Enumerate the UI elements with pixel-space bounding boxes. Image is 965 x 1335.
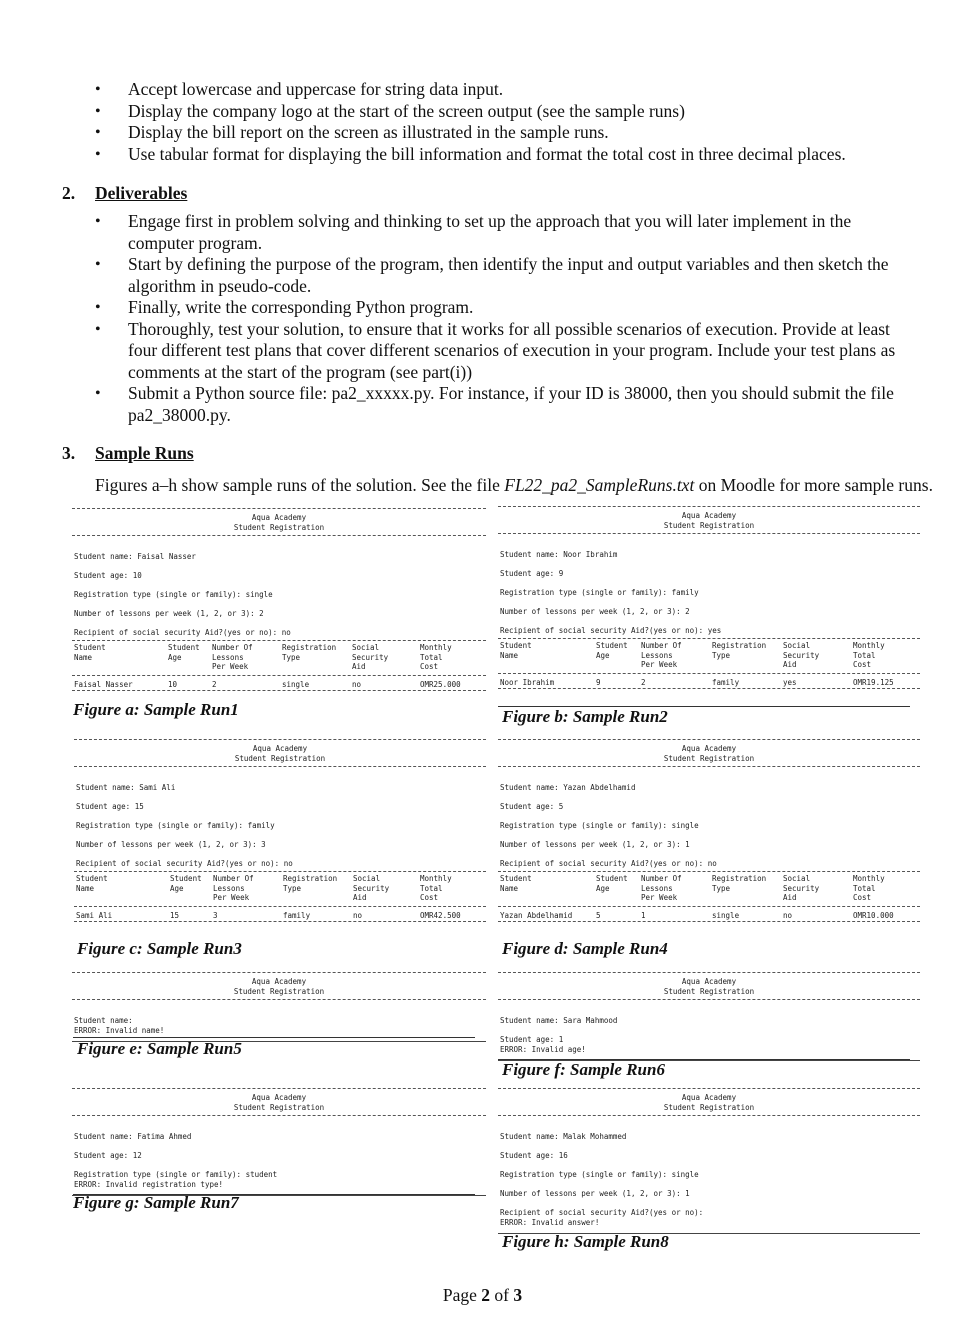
logo-banner: [498, 977, 920, 996]
page-total: 3: [513, 1285, 523, 1305]
logo-title: Aqua Academy: [252, 744, 308, 753]
console-line: Number of lessons per week (1, 2, or 3): 2: [74, 609, 264, 618]
console-line: Recipient of social security Aid?(yes or no): no: [74, 628, 291, 637]
divider: [72, 972, 486, 973]
header-label: Student: [596, 874, 628, 883]
table-cell-type: family: [283, 911, 311, 920]
header-label: Per Week: [213, 893, 250, 902]
table-header-lessons: [213, 874, 254, 903]
table-header-type: [712, 874, 766, 893]
header-label: Lessons: [641, 883, 673, 893]
sample-runs-heading: [62, 443, 194, 464]
logo-subtitle: Student Registration: [233, 986, 325, 996]
table-cell-total: OMR42.500: [420, 911, 461, 920]
figure-f-caption: Figure f: Sample Run6: [502, 1060, 665, 1079]
divider: [498, 766, 920, 767]
divider: [72, 1115, 486, 1116]
deliverables-list: [95, 211, 915, 426]
console-line: Recipient of social security Aid?(yes or no):: [500, 1208, 704, 1217]
logo-banner: [72, 513, 486, 532]
console-line: Registration type (single or family): single: [74, 590, 273, 599]
divider: [498, 871, 920, 872]
header-label: Lessons: [213, 883, 245, 893]
console-line: Number of lessons per week (1, 2, or 3): 1: [500, 840, 690, 849]
divider: [72, 690, 486, 691]
list-item: • Display the company logo at the start of the screen output (see the sample runs): [95, 101, 915, 123]
console-line: Registration type (single or family): family: [500, 588, 699, 597]
table-header-total: [420, 643, 452, 672]
divider: [498, 638, 920, 639]
console-line: Student name: Sara Mahmood: [500, 1016, 618, 1025]
header-label: Name: [74, 652, 93, 662]
header-label: Registration: [712, 874, 767, 883]
header-label: Per Week: [641, 660, 678, 669]
header-label: Age: [596, 883, 610, 893]
header-label: Security: [353, 883, 390, 893]
header-label: Registration: [712, 641, 767, 650]
console-line: Student age: 1: [500, 1035, 564, 1044]
header-label: Social: [783, 641, 811, 650]
console-line: Student name: Malak Mohammed: [500, 1132, 627, 1141]
figure-a-console: [72, 508, 486, 696]
figure-e-console: [72, 972, 486, 1034]
figure-c-caption: Figure c: Sample Run3: [77, 939, 242, 958]
table-cell-age: 9: [596, 678, 601, 687]
divider: [72, 1088, 486, 1089]
header-label: Social: [783, 874, 811, 883]
console-line: Student name: Faisal Nasser: [74, 552, 196, 561]
header-label: Security: [352, 652, 389, 662]
figure-e-caption: Figure e: Sample Run5: [77, 1039, 242, 1058]
header-label: Registration: [283, 874, 338, 883]
header-label: Social: [352, 643, 380, 652]
table-cell-aid: no: [783, 911, 793, 920]
header-label: Student: [170, 874, 202, 883]
logo-banner: [72, 1093, 486, 1112]
header-label: Security: [783, 650, 820, 660]
table-header-name: [500, 641, 532, 660]
deliverables-heading: [62, 183, 187, 204]
table-cell-age: 15: [170, 911, 180, 920]
header-label: Name: [76, 883, 95, 893]
logo-banner: [74, 744, 486, 763]
console-line: Student name: Sami Ali: [76, 783, 176, 792]
header-label: Age: [168, 652, 182, 662]
table-cell-lessons: 2: [212, 680, 217, 689]
divider: [72, 675, 486, 676]
requirements-list: [95, 79, 915, 165]
logo-subtitle: Student Registration: [234, 753, 326, 763]
table-header-age: [168, 643, 200, 662]
header-label: Type: [712, 883, 731, 893]
header-label: Aid: [783, 660, 797, 669]
table-cell-lessons: 3: [213, 911, 218, 920]
table-cell-lessons: 1: [641, 911, 646, 920]
table-header-age: [596, 874, 628, 893]
header-label: Number Of: [213, 874, 254, 883]
figure-h-console: [498, 1088, 920, 1232]
header-label: Social: [353, 874, 381, 883]
header-label: Total: [420, 883, 443, 893]
header-label: Monthly: [420, 643, 452, 652]
table-header-aid: [352, 643, 388, 672]
logo-title: Aqua Academy: [251, 513, 307, 522]
console-line: Number of lessons per week (1, 2, or 3): 1: [500, 1189, 690, 1198]
header-label: Age: [596, 650, 610, 660]
table-header-total: [853, 641, 885, 670]
table-cell-name: Yazan Abdelhamid: [500, 911, 573, 920]
logo-title: Aqua Academy: [681, 977, 737, 986]
table-cell-total: OMR10.000: [853, 911, 894, 920]
table-header-lessons: [212, 643, 253, 672]
figure-d-caption: Figure d: Sample Run4: [502, 939, 668, 958]
figure-f-console: [498, 972, 920, 1056]
table-header-aid: [783, 641, 819, 670]
table-header-aid: [783, 874, 819, 903]
intro-text: on Moodle for more sample runs.: [694, 475, 933, 495]
header-label: Number Of: [212, 643, 253, 652]
divider: [498, 506, 920, 507]
table-cell-name: Faisal Nasser: [74, 680, 133, 689]
console-line: Student name: Fatima Ahmed: [74, 1132, 192, 1141]
table-cell-age: 10: [168, 680, 178, 689]
divider: [74, 871, 486, 872]
divider: [74, 766, 486, 767]
table-cell-name: Noor Ibrahim: [500, 678, 555, 687]
table-cell-lessons: 2: [641, 678, 646, 687]
logo-subtitle: Student Registration: [663, 986, 755, 996]
header-label: Total: [420, 652, 443, 662]
page-number: 2: [481, 1285, 491, 1305]
table-cell-type: single: [282, 680, 310, 689]
header-label: Total: [853, 883, 876, 893]
header-label: Student: [76, 874, 108, 883]
table-header-total: [853, 874, 885, 903]
footer-text: Page: [442, 1285, 482, 1305]
table-header-age: [596, 641, 628, 660]
logo-subtitle: Student Registration: [663, 520, 755, 530]
table-header-total: [420, 874, 452, 903]
table-cell-total: OMR25.000: [420, 680, 461, 689]
logo-subtitle: Student Registration: [233, 1102, 325, 1112]
table-header-name: [76, 874, 108, 893]
logo-subtitle: Student Registration: [663, 753, 755, 763]
console-line: Recipient of social security Aid?(yes or no): no: [500, 859, 717, 868]
divider: [74, 739, 486, 740]
logo-title: Aqua Academy: [251, 977, 307, 986]
divider: [72, 535, 486, 536]
sample-runs-intro: [95, 475, 933, 496]
error-message: ERROR: Invalid age!: [500, 1045, 586, 1054]
console-line: Number of lessons per week (1, 2, or 3): 3: [76, 840, 266, 849]
intro-filename: FL22_pa2_SampleRuns.txt: [504, 475, 695, 495]
header-label: Number Of: [641, 874, 682, 883]
console-line: Recipient of social security Aid?(yes or no): no: [76, 859, 293, 868]
logo-subtitle: Student Registration: [663, 1102, 755, 1112]
console-line: Registration type (single or family): single: [500, 1170, 699, 1179]
header-label: Age: [170, 883, 184, 893]
divider: [498, 1088, 920, 1089]
table-header-lessons: [641, 641, 682, 670]
table-cell-aid: yes: [783, 678, 797, 687]
table-cell-name: Sami Ali: [76, 911, 113, 920]
list-item: • Submit a Python source file: pa2_xxxxx.py. For instance, if your ID is 38000, then you should submit the file pa2_38000.py.: [95, 383, 915, 426]
section-number: 2.: [62, 183, 76, 203]
header-label: Student: [596, 641, 628, 650]
table-header-name: [74, 643, 106, 662]
list-item: • Display the bill report on the screen as illustrated in the sample runs.: [95, 122, 915, 144]
header-label: Cost: [853, 893, 872, 902]
header-label: Monthly: [420, 874, 452, 883]
logo-banner: [72, 977, 486, 996]
header-label: Cost: [853, 660, 872, 669]
divider: [498, 688, 920, 689]
divider: [72, 508, 486, 509]
page-footer: [0, 1285, 965, 1306]
logo-title: Aqua Academy: [251, 1093, 307, 1102]
logo-subtitle: Student Registration: [233, 522, 325, 532]
header-label: Student: [500, 641, 532, 650]
divider: [498, 906, 920, 907]
table-header-age: [170, 874, 202, 893]
header-label: Aid: [353, 893, 367, 902]
figure-a-caption: Figure a: Sample Run1: [73, 700, 239, 719]
divider: [498, 921, 920, 922]
figure-g-caption: Figure g: Sample Run7: [73, 1193, 239, 1212]
header-label: Aid: [352, 662, 366, 671]
figure-c-console: [74, 739, 486, 935]
table-header-type: [712, 641, 766, 660]
divider: [72, 999, 486, 1000]
divider: [74, 921, 486, 922]
divider: [498, 533, 920, 534]
header-label: Per Week: [212, 662, 249, 671]
header-label: Lessons: [641, 650, 673, 660]
table-header-type: [283, 874, 337, 893]
list-item: • Use tabular format for displaying the bill information and format the total cost in three decimal places.: [95, 144, 915, 166]
header-label: Type: [282, 652, 301, 662]
header-label: Type: [283, 883, 302, 893]
console-line: Student age: 12: [74, 1151, 142, 1160]
error-message: ERROR: Invalid answer!: [500, 1218, 600, 1227]
table-header-type: [282, 643, 336, 662]
header-label: Name: [500, 883, 519, 893]
table-cell-aid: no: [353, 911, 363, 920]
header-label: Aid: [783, 893, 797, 902]
divider: [498, 739, 920, 740]
table-cell-total: OMR19.125: [853, 678, 894, 687]
console-line: Registration type (single or family): single: [500, 821, 699, 830]
header-label: Registration: [282, 643, 337, 652]
console-line: Student age: 15: [76, 802, 144, 811]
figure-d-console: [498, 739, 920, 935]
figure-b-console: [498, 506, 920, 702]
list-item: • Accept lowercase and uppercase for string data input.: [95, 79, 915, 101]
header-label: Type: [712, 650, 731, 660]
header-label: Security: [783, 883, 820, 893]
section-title: Sample Runs: [95, 443, 194, 463]
error-message: ERROR: Invalid name!: [74, 1026, 165, 1035]
list-item: • Finally, write the corresponding Python program.: [95, 297, 915, 319]
header-label: Cost: [420, 662, 439, 671]
header-label: Lessons: [212, 652, 244, 662]
list-item: • Thoroughly, test your solution, to ensure that it works for all possible scenarios of execution. Provide at least four different test plans that cover different scenarios of execution in your program. Include your test plans as comments at the start of the program (see part(i)): [95, 319, 915, 384]
divider: [74, 906, 486, 907]
table-header-name: [500, 874, 532, 893]
console-line: Student name: Yazan Abdelhamid: [500, 783, 636, 792]
header-label: Student: [168, 643, 200, 652]
console-line: Student age: 5: [500, 802, 564, 811]
section-title: Deliverables: [95, 183, 188, 203]
divider: [498, 999, 920, 1000]
console-line: Student name: Noor Ibrahim: [500, 550, 618, 559]
divider: [72, 640, 486, 641]
console-line: Student name:: [74, 1016, 133, 1025]
list-item: • Start by defining the purpose of the program, then identify the input and output variables and then sketch the algorithm in pseudo-code.: [95, 254, 915, 297]
console-line: Recipient of social security Aid?(yes or no): yes: [500, 626, 722, 635]
list-item: • Engage first in problem solving and thinking to set up the approach that you will later implement in the computer program.: [95, 211, 915, 254]
table-cell-type: family: [712, 678, 740, 687]
header-label: Name: [500, 650, 519, 660]
intro-text: Figures a–h show sample runs of the solution. See the file: [95, 475, 505, 495]
table-cell-aid: no: [352, 680, 362, 689]
table-cell-type: single: [712, 911, 740, 920]
header-label: Number Of: [641, 641, 682, 650]
header-label: Student: [74, 643, 106, 652]
logo-title: Aqua Academy: [681, 744, 737, 753]
figure-b-caption: Figure b: Sample Run2: [502, 707, 668, 726]
figure-h-caption: Figure h: Sample Run8: [502, 1232, 669, 1251]
console-line: Registration type (single or family): family: [76, 821, 275, 830]
header-label: Cost: [420, 893, 439, 902]
figure-g-console: [72, 1088, 486, 1192]
table-cell-age: 5: [596, 911, 601, 920]
header-label: Monthly: [853, 874, 885, 883]
divider: [73, 1037, 475, 1038]
console-line: Student age: 9: [500, 569, 564, 578]
header-label: Monthly: [853, 641, 885, 650]
error-message: ERROR: Invalid registration type!: [74, 1180, 224, 1189]
divider: [498, 1115, 920, 1116]
logo-banner: [498, 1093, 920, 1112]
console-line: Registration type (single or family): student: [74, 1170, 278, 1179]
header-label: Total: [853, 650, 876, 660]
footer-text: of: [490, 1285, 514, 1305]
divider: [498, 673, 920, 674]
divider: [498, 972, 920, 973]
header-label: Student: [500, 874, 532, 883]
console-line: Student age: 16: [500, 1151, 568, 1160]
table-header-lessons: [641, 874, 682, 903]
console-line: Number of lessons per week (1, 2, or 3): 2: [500, 607, 690, 616]
console-line: Student age: 10: [74, 571, 142, 580]
logo-title: Aqua Academy: [681, 511, 737, 520]
logo-title: Aqua Academy: [681, 1093, 737, 1102]
logo-banner: [498, 744, 920, 763]
table-header-aid: [353, 874, 389, 903]
header-label: Per Week: [641, 893, 678, 902]
logo-banner: [498, 511, 920, 530]
section-number: 3.: [62, 443, 76, 463]
